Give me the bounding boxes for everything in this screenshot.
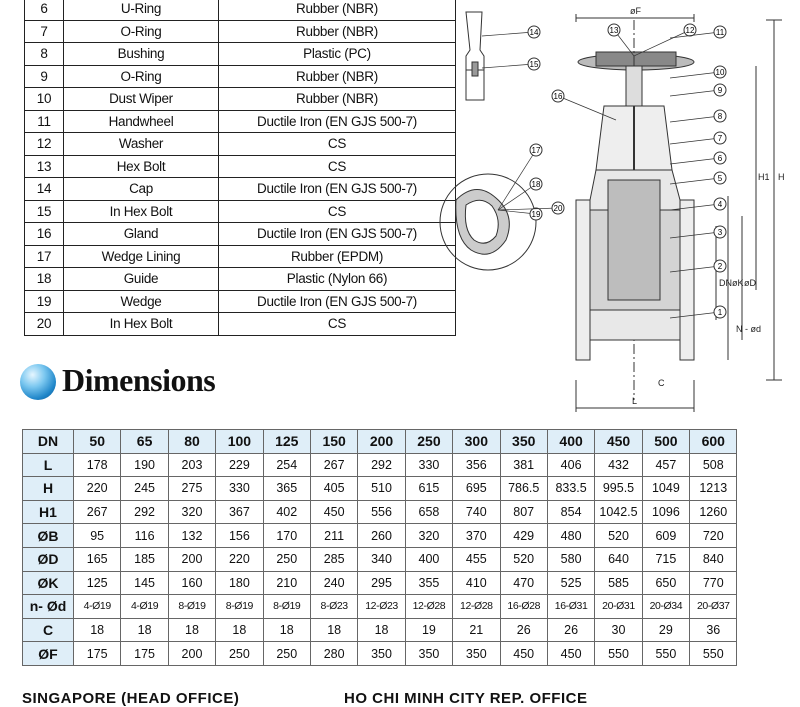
dimensions-row [23, 500, 737, 524]
dimensions-table-body [23, 430, 737, 666]
dimensions-cell: 450 [547, 642, 594, 666]
callout-number: 2 [717, 262, 723, 271]
part-number: 8 [25, 43, 64, 66]
dimensions-cell: 240 [310, 571, 357, 595]
dimensions-cell: 650 [642, 571, 689, 595]
cap-detail [466, 12, 484, 100]
callout-number: 8 [717, 112, 723, 121]
dimensions-row-label: H1 [23, 500, 74, 524]
dimensions-cell: 267 [310, 453, 357, 477]
dimensions-cell: 36 [690, 618, 737, 642]
dimensions-cell: 245 [121, 477, 168, 501]
part-name: Hex Bolt [64, 155, 219, 178]
dimensions-cell: 250 [263, 547, 310, 571]
dimensions-cell: 20-Ø34 [642, 595, 689, 619]
parts-table-body [25, 0, 456, 335]
dimensions-row-label: n- Ød [23, 595, 74, 619]
dimensions-row [23, 595, 737, 619]
dimensions-size-header: 250 [405, 430, 452, 454]
dimensions-cell: 185 [121, 547, 168, 571]
dimensions-size-header: 500 [642, 430, 689, 454]
bullet-ball-icon [20, 364, 56, 400]
dimensions-cell: 609 [642, 524, 689, 548]
part-number: 10 [25, 88, 64, 111]
callout-number: 1 [717, 308, 723, 317]
part-number: 14 [25, 178, 64, 201]
dimensions-header-row [23, 430, 737, 454]
dimensions-cell: 254 [263, 453, 310, 477]
parts-row [25, 223, 456, 246]
dimensions-cell: 18 [216, 618, 263, 642]
dim-d-label: øD [744, 278, 756, 288]
dimensions-cell: 525 [547, 571, 594, 595]
dimensions-cell: 585 [595, 571, 642, 595]
part-name: Dust Wiper [64, 88, 219, 111]
part-material: Ductile Iron (EN GJS 500-7) [219, 223, 456, 246]
parts-row [25, 268, 456, 291]
part-material: Plastic (PC) [219, 43, 456, 66]
dimensions-cell: 405 [310, 477, 357, 501]
dimensions-cell: 1049 [642, 477, 689, 501]
part-name: Handwheel [64, 110, 219, 133]
dimensions-row-label: H [23, 477, 74, 501]
dimensions-row-label: ØF [23, 642, 74, 666]
dimensions-cell: 16-Ø28 [500, 595, 547, 619]
part-material: Rubber (NBR) [219, 0, 456, 20]
dimensions-cell: 116 [121, 524, 168, 548]
dimensions-cell: 615 [405, 477, 452, 501]
dimensions-cell: 400 [405, 547, 452, 571]
part-name: U-Ring [64, 0, 219, 20]
dimensions-cell: 350 [453, 642, 500, 666]
dimensions-cell: 854 [547, 500, 594, 524]
part-material: CS [219, 133, 456, 156]
part-name: Cap [64, 178, 219, 201]
footer-left: SINGAPORE (HEAD OFFICE) [22, 690, 240, 707]
dimensions-cell: 267 [74, 500, 121, 524]
dimensions-cell: 285 [310, 547, 357, 571]
dimensions-cell: 355 [405, 571, 452, 595]
dimensions-cell: 402 [263, 500, 310, 524]
dimensions-cell: 156 [216, 524, 263, 548]
parts-row [25, 245, 456, 268]
dimensions-cell: 455 [453, 547, 500, 571]
dimensions-cell: 4-Ø19 [121, 595, 168, 619]
dimensions-cell: 330 [405, 453, 452, 477]
dimensions-cell: 740 [453, 500, 500, 524]
dimensions-cell: 280 [310, 642, 357, 666]
part-number: 16 [25, 223, 64, 246]
dimensions-row [23, 524, 737, 548]
part-name: O-Ring [64, 65, 219, 88]
dimensions-row-label: ØK [23, 571, 74, 595]
dimensions-size-header: 350 [500, 430, 547, 454]
part-material: Ductile Iron (EN GJS 500-7) [219, 290, 456, 313]
dimensions-header-label: DN [23, 430, 74, 454]
callout-number: 18 [531, 180, 541, 189]
parts-row [25, 88, 456, 111]
dimensions-cell: 20-Ø31 [595, 595, 642, 619]
dimensions-cell: 365 [263, 477, 310, 501]
dimensions-cell: 180 [216, 571, 263, 595]
callout-number: 15 [529, 60, 539, 69]
dimensions-size-header: 65 [121, 430, 168, 454]
dimensions-cell: 1260 [690, 500, 737, 524]
dimensions-row-label: C [23, 618, 74, 642]
part-number: 19 [25, 290, 64, 313]
dimensions-cell: 370 [453, 524, 500, 548]
dimensions-size-header: 50 [74, 430, 121, 454]
part-name: O-Ring [64, 20, 219, 43]
dimensions-cell: 550 [595, 642, 642, 666]
parts-row [25, 0, 456, 20]
dimensions-size-header: 80 [168, 430, 215, 454]
callout-number: 11 [715, 28, 725, 37]
dim-l-label: L [632, 396, 638, 406]
dimensions-cell: 8-Ø19 [216, 595, 263, 619]
dimensions-cell: 995.5 [595, 477, 642, 501]
callout-number: 16 [553, 92, 563, 101]
callout-number: 6 [717, 154, 723, 163]
part-name: Washer [64, 133, 219, 156]
dimensions-cell: 200 [168, 547, 215, 571]
dimensions-cell: 26 [500, 618, 547, 642]
part-number: 11 [25, 110, 64, 133]
dimensions-cell: 21 [453, 618, 500, 642]
dimensions-cell: 381 [500, 453, 547, 477]
part-material: Ductile Iron (EN GJS 500-7) [219, 110, 456, 133]
section-title: Dimensions [62, 362, 216, 398]
dimensions-cell: 658 [405, 500, 452, 524]
dimensions-cell: 640 [595, 547, 642, 571]
part-number: 9 [25, 65, 64, 88]
parts-row [25, 65, 456, 88]
dim-c-label: C [658, 378, 665, 388]
dimensions-cell: 715 [642, 547, 689, 571]
dimensions-cell: 429 [500, 524, 547, 548]
dimensions-cell: 275 [168, 477, 215, 501]
dimensions-cell: 350 [405, 642, 452, 666]
dimensions-row-label: L [23, 453, 74, 477]
dimensions-cell: 510 [358, 477, 405, 501]
dimensions-row-label: ØD [23, 547, 74, 571]
callout-number: 12 [685, 26, 695, 35]
dimensions-cell: 356 [453, 453, 500, 477]
dimensions-cell: 30 [595, 618, 642, 642]
part-number: 13 [25, 155, 64, 178]
parts-row [25, 110, 456, 133]
dimensions-cell: 292 [121, 500, 168, 524]
dimensions-cell: 132 [168, 524, 215, 548]
dimensions-cell: 1096 [642, 500, 689, 524]
dimensions-cell: 320 [168, 500, 215, 524]
callout-number: 20 [553, 204, 563, 213]
part-name: Wedge Lining [64, 245, 219, 268]
dimensions-row [23, 547, 737, 571]
dimensions-cell: 770 [690, 571, 737, 595]
part-number: 17 [25, 245, 64, 268]
dimensions-cell: 19 [405, 618, 452, 642]
callout-number: 10 [715, 68, 725, 77]
dimensions-cell: 470 [500, 571, 547, 595]
parts-row [25, 178, 456, 201]
dimensions-size-header: 200 [358, 430, 405, 454]
part-number: 6 [25, 0, 64, 20]
dimensions-cell: 18 [263, 618, 310, 642]
parts-row [25, 20, 456, 43]
callout-number: 3 [717, 228, 723, 237]
dimensions-cell: 18 [121, 618, 168, 642]
dimensions-cell: 550 [642, 642, 689, 666]
part-material: CS [219, 200, 456, 223]
dimensions-cell: 165 [74, 547, 121, 571]
callout-number: 5 [717, 174, 723, 183]
dimensions-cell: 833.5 [547, 477, 594, 501]
part-name: Guide [64, 268, 219, 291]
dimensions-cell: 190 [121, 453, 168, 477]
dimensions-cell: 229 [216, 453, 263, 477]
parts-row [25, 155, 456, 178]
dimensions-cell: 16-Ø31 [547, 595, 594, 619]
dimensions-cell: 450 [500, 642, 547, 666]
dimensions-cell: 580 [547, 547, 594, 571]
dimensions-cell: 367 [216, 500, 263, 524]
dim-h1-label: H1 [758, 172, 770, 182]
dimensions-cell: 12-Ø28 [453, 595, 500, 619]
part-number: 15 [25, 200, 64, 223]
dimensions-cell: 18 [74, 618, 121, 642]
dimensions-cell: 1213 [690, 477, 737, 501]
dimensions-cell: 178 [74, 453, 121, 477]
part-material: Plastic (Nylon 66) [219, 268, 456, 291]
dimensions-cell: 203 [168, 453, 215, 477]
parts-row [25, 133, 456, 156]
dimensions-cell: 786.5 [500, 477, 547, 501]
part-material: CS [219, 155, 456, 178]
dimensions-cell: 211 [310, 524, 357, 548]
dim-f-label: øF [630, 6, 641, 16]
dimensions-row [23, 618, 737, 642]
dimensions-cell: 450 [310, 500, 357, 524]
dimensions-row [23, 571, 737, 595]
dimensions-cell: 340 [358, 547, 405, 571]
dimensions-cell: 480 [547, 524, 594, 548]
dimensions-size-header: 100 [216, 430, 263, 454]
dimensions-cell: 145 [121, 571, 168, 595]
dimensions-size-header: 450 [595, 430, 642, 454]
part-name: Bushing [64, 43, 219, 66]
valve-drawing [436, 0, 800, 420]
dimensions-cell: 20-Ø37 [690, 595, 737, 619]
dimensions-cell: 508 [690, 453, 737, 477]
part-name: Gland [64, 223, 219, 246]
parts-table [24, 0, 456, 336]
dimensions-cell: 12-Ø28 [405, 595, 452, 619]
dimensions-cell: 320 [405, 524, 452, 548]
dimensions-cell: 170 [263, 524, 310, 548]
dimensions-cell: 406 [547, 453, 594, 477]
parts-row [25, 313, 456, 336]
dimensions-size-header: 600 [690, 430, 737, 454]
callout-number: 17 [531, 146, 541, 155]
callout-number: 7 [717, 134, 723, 143]
part-material: Rubber (NBR) [219, 20, 456, 43]
dimensions-size-header: 125 [263, 430, 310, 454]
dimensions-cell: 250 [263, 642, 310, 666]
dim-dn-label: DN [719, 278, 732, 288]
dimensions-cell: 4-Ø19 [74, 595, 121, 619]
dimensions-row [23, 642, 737, 666]
dimensions-cell: 125 [74, 571, 121, 595]
dimensions-cell: 260 [358, 524, 405, 548]
dimensions-cell: 250 [216, 642, 263, 666]
dimensions-cell: 410 [453, 571, 500, 595]
dimensions-cell: 175 [121, 642, 168, 666]
dimensions-cell: 840 [690, 547, 737, 571]
dimensions-size-header: 150 [310, 430, 357, 454]
parts-row [25, 290, 456, 313]
dimensions-cell: 175 [74, 642, 121, 666]
parts-row [25, 200, 456, 223]
dimensions-cell: 520 [500, 547, 547, 571]
dimensions-cell: 720 [690, 524, 737, 548]
dimensions-cell: 29 [642, 618, 689, 642]
flange-left [576, 200, 590, 360]
dimensions-row [23, 477, 737, 501]
callout-number: 14 [529, 28, 539, 37]
dimensions-cell: 295 [358, 571, 405, 595]
part-number: 20 [25, 313, 64, 336]
dimensions-cell: 200 [168, 642, 215, 666]
dimensions-cell: 210 [263, 571, 310, 595]
part-name: Wedge [64, 290, 219, 313]
dimensions-cell: 8-Ø19 [263, 595, 310, 619]
dim-nd-label: N - ød [736, 324, 762, 334]
footer-right: HO CHI MINH CITY REP. OFFICE [344, 690, 588, 707]
dimensions-cell: 520 [595, 524, 642, 548]
dim-h-label: H [778, 172, 785, 182]
dimensions-cell: 220 [216, 547, 263, 571]
dimensions-table [22, 429, 737, 666]
callout-number: 13 [609, 26, 619, 35]
dimensions-cell: 550 [690, 642, 737, 666]
dimensions-row-label: ØB [23, 524, 74, 548]
dimensions-cell: 695 [453, 477, 500, 501]
dimensions-cell: 18 [358, 618, 405, 642]
part-material: Ductile Iron (EN GJS 500-7) [219, 178, 456, 201]
flange-right [680, 200, 694, 360]
part-material: Rubber (NBR) [219, 65, 456, 88]
dimensions-cell: 18 [168, 618, 215, 642]
part-material: Rubber (EPDM) [219, 245, 456, 268]
dimensions-cell: 160 [168, 571, 215, 595]
dimensions-cell: 18 [310, 618, 357, 642]
dimensions-cell: 556 [358, 500, 405, 524]
part-name: In Hex Bolt [64, 200, 219, 223]
dimensions-cell: 8-Ø19 [168, 595, 215, 619]
dimensions-cell: 1042.5 [595, 500, 642, 524]
callout-number: 4 [717, 200, 723, 209]
part-material: CS [219, 313, 456, 336]
dimensions-cell: 292 [358, 453, 405, 477]
dimensions-cell: 350 [358, 642, 405, 666]
dimensions-cell: 12-Ø23 [358, 595, 405, 619]
dim-k-label: øK [732, 278, 744, 288]
dimensions-cell: 330 [216, 477, 263, 501]
dimensions-cell: 95 [74, 524, 121, 548]
callout-number: 19 [531, 210, 541, 219]
dimensions-cell: 807 [500, 500, 547, 524]
part-number: 12 [25, 133, 64, 156]
dimensions-cell: 220 [74, 477, 121, 501]
part-material: Rubber (NBR) [219, 88, 456, 111]
part-number: 7 [25, 20, 64, 43]
callout-number: 9 [717, 86, 723, 95]
dimensions-cell: 8-Ø23 [310, 595, 357, 619]
dimensions-size-header: 300 [453, 430, 500, 454]
parts-row [25, 43, 456, 66]
part-number: 18 [25, 268, 64, 291]
dimensions-cell: 457 [642, 453, 689, 477]
dimensions-row [23, 453, 737, 477]
dimensions-size-header: 400 [547, 430, 594, 454]
dimensions-cell: 432 [595, 453, 642, 477]
part-name: In Hex Bolt [64, 313, 219, 336]
dimensions-cell: 26 [547, 618, 594, 642]
